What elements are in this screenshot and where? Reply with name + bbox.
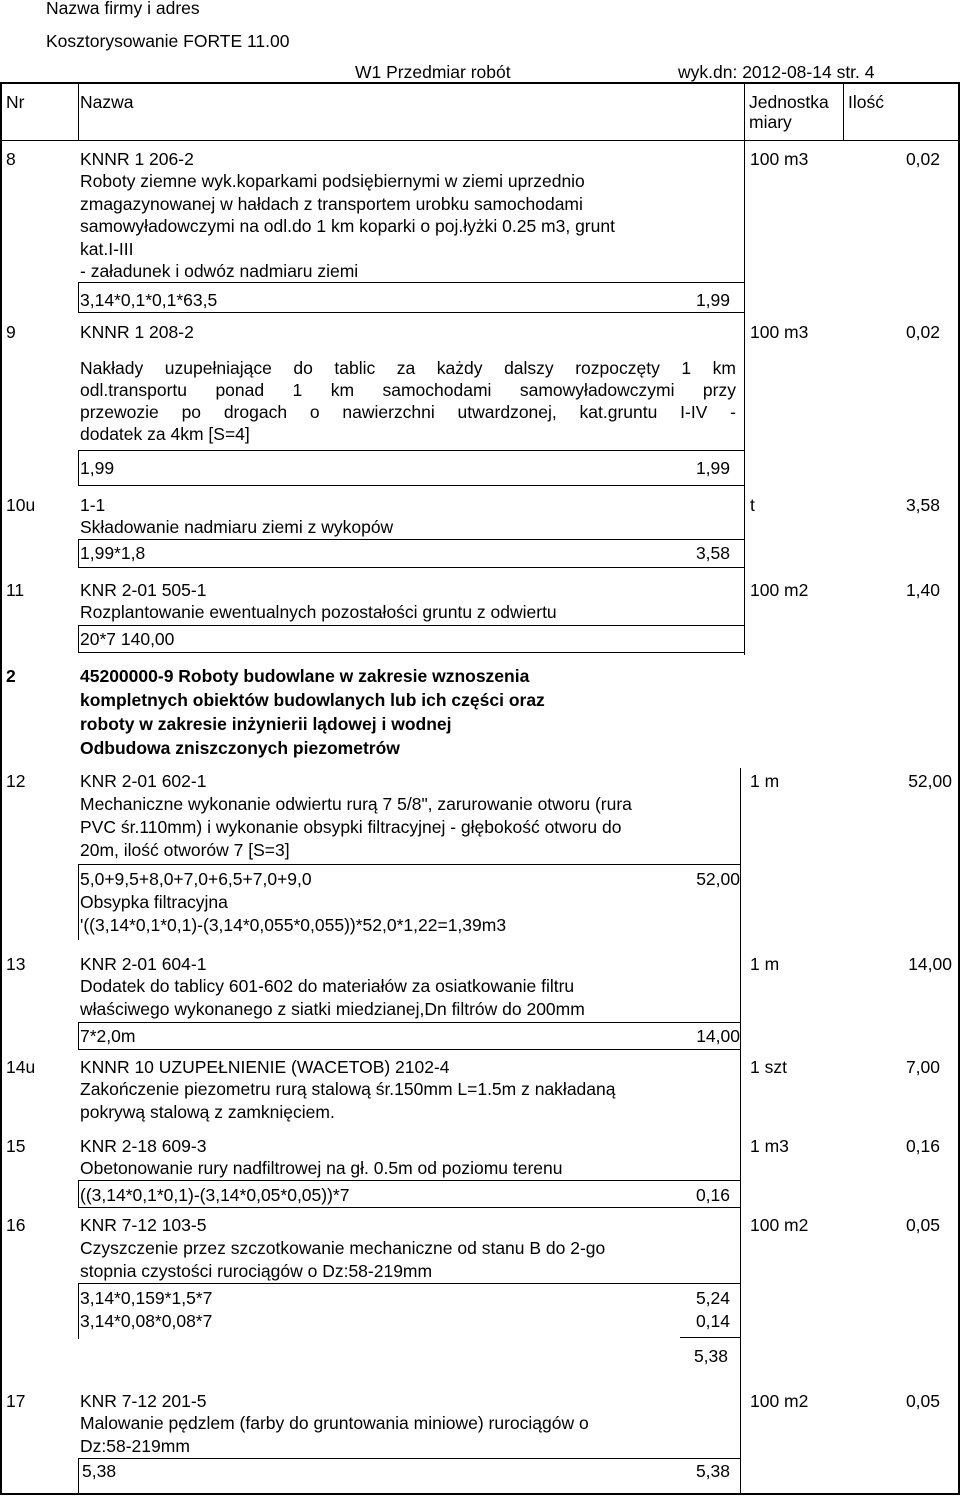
calc-box-rule xyxy=(78,1180,740,1181)
item-number: 16 xyxy=(6,1215,26,1235)
calc-note: Obsypka filtracyjna xyxy=(80,892,228,912)
calc-box-rule xyxy=(78,625,79,653)
item-description: pokrywą stalową z zamknięciem. xyxy=(80,1102,335,1122)
calc-formula: 5,0+9,5+8,0+7,0+6,5+7,0+9,0 xyxy=(80,869,312,889)
item-quantity: 0,05 xyxy=(905,1215,940,1235)
item-number: 14u xyxy=(6,1057,36,1077)
column-divider xyxy=(740,768,741,1493)
calc-box-rule xyxy=(78,539,79,568)
item-description: zmagazynowanej w hałdach z transportem urobku samochodami xyxy=(80,194,583,214)
item-description: Dz:58-219mm xyxy=(80,1436,190,1456)
item-code: KNR 7-12 201-5 xyxy=(80,1391,207,1411)
calc-result: 52,00 xyxy=(696,869,740,889)
calc-formula: 3,14*0,159*1,5*7 xyxy=(80,1288,213,1308)
section-number: 2 xyxy=(6,666,16,686)
table-left-border xyxy=(0,82,2,1495)
calc-box-rule xyxy=(78,450,79,486)
item-description: Obetonowanie rury nadfiltrowej na gł. 0.5m od poziomu terenu xyxy=(80,1158,563,1178)
item-description xyxy=(80,357,736,445)
document-title: W1 Przedmiar robót xyxy=(355,62,511,82)
item-unit: 100 m2 xyxy=(750,1391,809,1411)
item-unit: 100 m3 xyxy=(750,149,809,169)
item-quantity: 1,40 xyxy=(905,580,940,600)
item-quantity: 7,00 xyxy=(905,1057,940,1077)
calc-result: 3,58 xyxy=(695,543,730,563)
section-heading: Odbudowa zniszczonych piezometrów xyxy=(80,738,400,758)
item-unit: 100 m2 xyxy=(750,1215,809,1235)
item-quantity: 3,58 xyxy=(905,495,940,515)
item-description: PVC śr.110mm) i wykonanie obsypki filtracyjnej - głębokość otworu do xyxy=(80,817,622,837)
calc-box-rule xyxy=(78,1207,740,1208)
table-bottom-rule xyxy=(0,1493,960,1495)
item-unit: 1 m xyxy=(750,771,780,791)
header-bottom-rule xyxy=(0,140,960,141)
calc-formula: 7*2,0m xyxy=(80,1026,136,1046)
section-heading: 45200000-9 Roboty budowlane w zakresie wznoszenia xyxy=(80,666,530,686)
item-description: Roboty ziemne wyk.koparkami podsiębiernymi w ziemi uprzednio xyxy=(80,171,585,191)
calc-sum: 5,38 xyxy=(693,1346,728,1366)
item-description: stopnia czystości rurociągów o Dz:58-219mm xyxy=(80,1261,433,1281)
column-header-unit-line2: miary xyxy=(749,112,792,132)
calc-box-rule xyxy=(78,1458,740,1459)
calc-result: 1,99 xyxy=(695,290,730,310)
item-number: 17 xyxy=(6,1391,26,1411)
column-header-quantity: Ilość xyxy=(848,92,884,112)
item-code: KNNR 1 206-2 xyxy=(80,149,194,169)
calc-box-rule xyxy=(78,625,744,626)
item-description: właściwego wykonanego z siatki miedzianej,Dn filtrów do 200mm xyxy=(80,999,585,1019)
table-top-rule xyxy=(0,82,960,84)
item-code: 1-1 xyxy=(80,495,106,515)
calc-box-rule xyxy=(78,450,744,451)
software-name: Kosztorysowanie FORTE 11.00 xyxy=(46,31,290,51)
item-description: 20m, ilość otworów 7 [S=3] xyxy=(80,840,290,860)
item-code: KNNR 10 UZUPEŁNIENIE (WACETOB) 2102-4 xyxy=(80,1057,450,1077)
item-description: Rozplantowanie ewentualnych pozostałości gruntu z odwiertu xyxy=(80,602,557,622)
calc-box-rule xyxy=(78,1049,740,1050)
section-heading: roboty w zakresie inżynierii lądowej i wodnej xyxy=(80,714,452,734)
calc-box-rule xyxy=(78,1022,79,1050)
item-code: KNR 2-01 602-1 xyxy=(80,771,207,791)
item-description: Składowanie nadmiaru ziemi z wykopów xyxy=(80,517,394,537)
calc-result: 0,14 xyxy=(695,1311,730,1331)
calc-result: 1,99 xyxy=(695,458,730,478)
calc-box-rule xyxy=(78,485,744,486)
calc-box-rule xyxy=(78,282,744,283)
item-description: Zakończenie piezometru rurą stalową śr.150mm L=1.5m z nakładaną xyxy=(80,1079,616,1099)
calc-box-rule xyxy=(78,864,79,940)
item-unit: 100 m2 xyxy=(750,580,809,600)
item-quantity: 0,02 xyxy=(905,149,940,169)
item-number: 9 xyxy=(6,322,16,342)
item-description: Dodatek do tablicy 601-602 do materiałów za osiatkowanie filtru xyxy=(80,976,575,996)
calc-box-rule xyxy=(78,312,744,313)
calc-box-rule xyxy=(78,1283,79,1339)
calc-box-rule xyxy=(78,864,740,865)
calc-formula: 3,14*0,1*0,1*63,5 xyxy=(80,290,218,310)
item-description: samowyładowczymi na odl.do 1 km koparki o poj.łyżki 0.25 m3, grunt xyxy=(80,216,615,236)
section-heading: kompletnych obiektów budowlanych lub ich części oraz xyxy=(80,690,545,710)
calc-result: 5,24 xyxy=(695,1288,730,1308)
column-header-name: Nazwa xyxy=(80,92,134,112)
description-line: odl.transportu ponad 1 km samochodami samowyładowczymi przy xyxy=(80,380,736,400)
item-code: KNR 2-01 505-1 xyxy=(80,580,207,600)
calc-box-rule xyxy=(78,1283,740,1284)
item-quantity: 14,00 xyxy=(908,954,952,974)
calc-box-rule xyxy=(78,282,79,313)
column-header-unit: Jednostka xyxy=(749,92,829,112)
item-number: 15 xyxy=(6,1136,26,1156)
item-code: KNR 2-01 604-1 xyxy=(80,954,207,974)
item-description: kat.I-III xyxy=(80,239,134,259)
item-unit: 1 szt xyxy=(750,1057,787,1077)
item-number: 8 xyxy=(6,149,16,169)
calc-box-rule xyxy=(78,567,744,568)
calc-formula: 20*7 140,00 xyxy=(80,629,175,649)
calc-note: '((3,14*0,1*0,1)-(3,14*0,055*0,055))*52,0*1,22=1,39m3 xyxy=(80,915,507,935)
column-divider xyxy=(78,82,79,141)
calc-result: 5,38 xyxy=(695,1461,730,1481)
calc-formula: 3,14*0,08*0,08*7 xyxy=(80,1311,213,1331)
calc-formula: 1,99 xyxy=(80,458,115,478)
calc-formula: 1,99*1,8 xyxy=(80,543,146,563)
calc-box-rule xyxy=(78,1458,79,1493)
column-divider xyxy=(744,82,745,141)
item-code: KNR 2-18 609-3 xyxy=(80,1136,207,1156)
item-number: 13 xyxy=(6,954,26,974)
calc-box-rule xyxy=(78,1022,740,1023)
item-unit: 100 m3 xyxy=(750,322,809,342)
description-line: przewozie po drogach o nawierzchni utwardzonej, kat.gruntu I-IV - xyxy=(80,402,736,422)
item-quantity: 0,05 xyxy=(905,1391,940,1411)
item-unit: 1 m xyxy=(750,954,780,974)
calc-box-rule xyxy=(78,1180,79,1208)
calc-formula: ((3,14*0,1*0,1)-(3,14*0,05*0,05))*7 xyxy=(80,1185,350,1205)
description-line: dodatek za 4km [S=4] xyxy=(80,424,250,444)
item-unit: 1 m3 xyxy=(750,1136,789,1156)
column-divider xyxy=(843,82,844,141)
item-code: KNNR 1 208-2 xyxy=(80,322,194,342)
calc-result: 14,00 xyxy=(696,1026,740,1046)
company-name: Nazwa firmy i adres xyxy=(46,0,200,18)
item-number: 12 xyxy=(6,771,26,791)
calc-box-rule xyxy=(78,652,744,653)
item-description: Czyszczenie przez szczotkowanie mechaniczne od stanu B do 2-go xyxy=(80,1238,606,1258)
sum-rule xyxy=(680,1337,740,1338)
item-quantity: 0,16 xyxy=(905,1136,940,1156)
item-number: 11 xyxy=(6,580,25,600)
item-code: KNR 7-12 103-5 xyxy=(80,1215,207,1235)
item-description: Mechaniczne wykonanie odwiertu rurą 7 5/8", zarurowanie otworu (rura xyxy=(80,794,632,814)
item-quantity: 52,00 xyxy=(908,771,952,791)
column-divider xyxy=(744,140,745,655)
item-number: 10u xyxy=(6,495,36,515)
column-header-nr: Nr xyxy=(6,92,25,112)
print-info: wyk.dn: 2012-08-14 str. 4 xyxy=(678,62,875,82)
item-description: - załadunek i odwóz nadmiaru ziemi xyxy=(80,261,359,281)
description-line: Nakłady uzupełniające do tablic za każdy dalszy rozpoczęty 1 km xyxy=(80,358,736,378)
item-unit: t xyxy=(750,495,755,515)
calc-formula: 5,38 xyxy=(82,1461,117,1481)
calc-result: 0,16 xyxy=(695,1185,730,1205)
calc-box-rule xyxy=(78,539,744,540)
item-description: Malowanie pędzlem (farby do gruntowania miniowe) rurociągów o xyxy=(80,1413,589,1433)
item-quantity: 0,02 xyxy=(905,322,940,342)
